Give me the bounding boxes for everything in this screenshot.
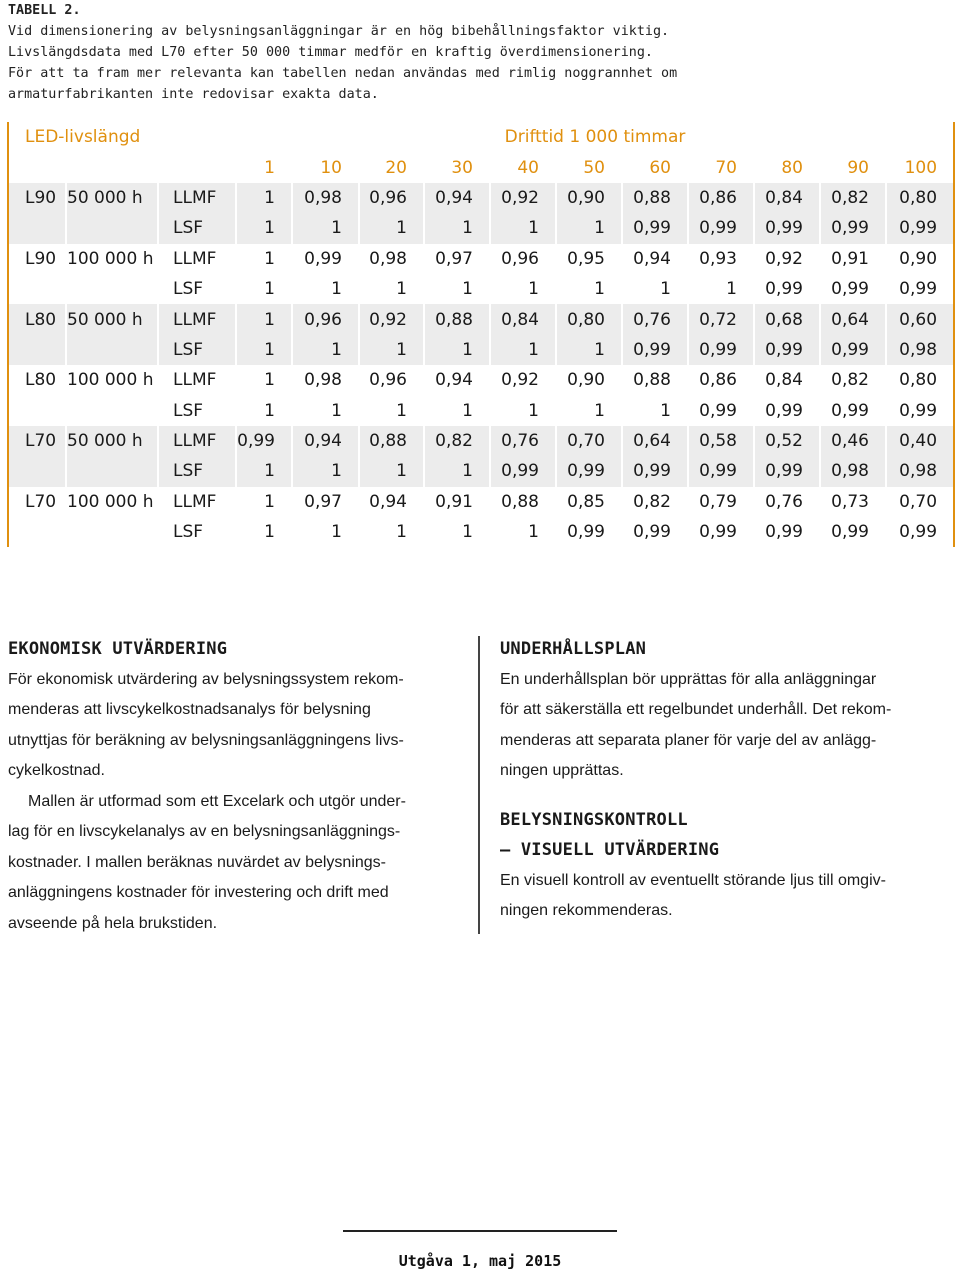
column-divider bbox=[478, 636, 480, 934]
value-cell: 0,90 bbox=[886, 244, 954, 274]
value-cell: 0,96 bbox=[359, 365, 424, 395]
economic-evaluation-section bbox=[8, 634, 464, 939]
value-cell: 1 bbox=[236, 304, 292, 334]
paragraph-line: ningen rekommenderas. bbox=[500, 902, 673, 919]
value-cell: 0,99 bbox=[688, 335, 754, 365]
hours-header-cell: 20 bbox=[359, 152, 424, 182]
hours-header-cell: 70 bbox=[688, 152, 754, 182]
hours-header-cell: 1 bbox=[236, 152, 292, 182]
table-row bbox=[8, 183, 954, 213]
section-heading: EKONOMISK UTVÄRDERING bbox=[8, 639, 228, 659]
value-cell: 0,99 bbox=[754, 335, 820, 365]
hours-header-cell: 60 bbox=[622, 152, 688, 182]
value-cell: 0,99 bbox=[820, 335, 886, 365]
led-type-cell: L70 bbox=[8, 487, 66, 517]
value-cell: 1 bbox=[292, 456, 359, 486]
table-row bbox=[8, 487, 954, 517]
lifetime-cell bbox=[66, 274, 158, 304]
value-cell: 0,82 bbox=[820, 365, 886, 395]
value-cell: 0,64 bbox=[622, 426, 688, 456]
hours-header-cell: 100 bbox=[886, 152, 954, 182]
lifetime-cell: 50 000 h bbox=[66, 304, 158, 334]
paragraph-line: menderas att separata planer för varje del av anlägg- bbox=[500, 731, 877, 749]
lifetime-cell bbox=[66, 396, 158, 426]
value-cell: 1 bbox=[236, 396, 292, 426]
value-cell: 0,94 bbox=[292, 426, 359, 456]
paragraph-line: cykelkostnad. bbox=[8, 762, 105, 779]
led-type-cell bbox=[8, 517, 66, 547]
value-cell: 0,98 bbox=[886, 456, 954, 486]
value-cell: 0,99 bbox=[820, 517, 886, 547]
value-cell: 1 bbox=[622, 274, 688, 304]
value-cell: 1 bbox=[292, 335, 359, 365]
table-row bbox=[8, 456, 954, 486]
paragraph-line: För ekonomisk utvärdering av belysningssystem rekom- bbox=[8, 670, 404, 688]
paragraph-line: Mallen är utformad som ett Excelark och utgör under- bbox=[28, 792, 406, 810]
header-led-lifetime: LED-livslängd bbox=[8, 122, 236, 152]
paragraph-line: anläggningens kostnader för investering och drift med bbox=[8, 884, 389, 901]
value-cell: 0,98 bbox=[820, 456, 886, 486]
led-type-cell: L90 bbox=[8, 244, 66, 274]
paragraph-line: lag för en livscykelanalys av en belysningsanläggnings- bbox=[8, 823, 401, 840]
value-cell: 1 bbox=[359, 274, 424, 304]
value-cell: 1 bbox=[424, 396, 490, 426]
value-cell: 0,97 bbox=[292, 487, 359, 517]
value-cell: 0,88 bbox=[424, 304, 490, 334]
factor-cell: LSF bbox=[158, 335, 236, 365]
led-type-cell: L70 bbox=[8, 426, 66, 456]
hours-header-cell: 10 bbox=[292, 152, 359, 182]
value-cell: 1 bbox=[359, 517, 424, 547]
value-cell: 0,70 bbox=[556, 426, 622, 456]
table-hours-row bbox=[8, 152, 954, 182]
table-row bbox=[8, 517, 954, 547]
table-row bbox=[8, 396, 954, 426]
value-cell: 0,68 bbox=[754, 304, 820, 334]
maintenance-factor-table bbox=[7, 122, 955, 547]
value-cell: 1 bbox=[359, 335, 424, 365]
factor-cell: LSF bbox=[158, 274, 236, 304]
table-row bbox=[8, 365, 954, 395]
led-type-cell bbox=[8, 274, 66, 304]
value-cell: 1 bbox=[424, 517, 490, 547]
value-cell: 0,99 bbox=[754, 213, 820, 243]
value-cell: 1 bbox=[622, 396, 688, 426]
value-cell: 0,99 bbox=[622, 456, 688, 486]
value-cell: 1 bbox=[424, 274, 490, 304]
lifetime-cell: 100 000 h bbox=[66, 244, 158, 274]
spacer bbox=[500, 787, 952, 805]
table-caption bbox=[8, 0, 708, 105]
value-cell: 1 bbox=[688, 274, 754, 304]
value-cell: 0,96 bbox=[490, 244, 556, 274]
value-cell: 1 bbox=[556, 213, 622, 243]
value-cell: 1 bbox=[236, 274, 292, 304]
value-cell: 1 bbox=[424, 335, 490, 365]
value-cell: 0,99 bbox=[236, 426, 292, 456]
value-cell: 0,99 bbox=[754, 517, 820, 547]
value-cell: 0,88 bbox=[622, 183, 688, 213]
table-row bbox=[8, 335, 954, 365]
value-cell: 0,80 bbox=[886, 183, 954, 213]
table-row bbox=[8, 244, 954, 274]
value-cell: 0,88 bbox=[490, 487, 556, 517]
paragraph-line: utnyttjas för beräkning av belysningsanläggningens livs- bbox=[8, 731, 404, 749]
section-subheading: – VISUELL UTVÄRDERING bbox=[500, 840, 720, 860]
edition-footer: Utgåva 1, maj 2015 bbox=[398, 1252, 562, 1270]
footer-rule bbox=[343, 1230, 617, 1232]
value-cell: 0,64 bbox=[820, 304, 886, 334]
value-cell: 0,76 bbox=[622, 304, 688, 334]
value-cell: 0,82 bbox=[424, 426, 490, 456]
value-cell: 0,79 bbox=[688, 487, 754, 517]
value-cell: 1 bbox=[292, 396, 359, 426]
value-cell: 0,85 bbox=[556, 487, 622, 517]
value-cell: 0,99 bbox=[754, 396, 820, 426]
paragraph-line: kostnader. I mallen beräknas nuvärdet av belysnings- bbox=[8, 853, 386, 871]
value-cell: 1 bbox=[236, 244, 292, 274]
value-cell: 0,99 bbox=[622, 335, 688, 365]
value-cell: 0,96 bbox=[359, 183, 424, 213]
value-cell: 1 bbox=[490, 517, 556, 547]
value-cell: 0,91 bbox=[820, 244, 886, 274]
value-cell: 0,91 bbox=[424, 487, 490, 517]
value-cell: 0,99 bbox=[556, 517, 622, 547]
factor-cell: LSF bbox=[158, 213, 236, 243]
value-cell: 0,99 bbox=[622, 517, 688, 547]
value-cell: 1 bbox=[359, 213, 424, 243]
value-cell: 1 bbox=[236, 456, 292, 486]
value-cell: 0,80 bbox=[556, 304, 622, 334]
value-cell: 1 bbox=[490, 335, 556, 365]
value-cell: 0,99 bbox=[688, 213, 754, 243]
table-row bbox=[8, 213, 954, 243]
factor-cell: LLMF bbox=[158, 487, 236, 517]
value-cell: 0,92 bbox=[359, 304, 424, 334]
section-heading: BELYSNINGSKONTROLL bbox=[500, 809, 688, 830]
table-row bbox=[8, 304, 954, 334]
value-cell: 0,84 bbox=[754, 365, 820, 395]
maintenance-section bbox=[500, 634, 952, 927]
table-row bbox=[8, 426, 954, 456]
value-cell: 1 bbox=[424, 456, 490, 486]
value-cell: 0,92 bbox=[490, 183, 556, 213]
value-cell: 0,73 bbox=[820, 487, 886, 517]
caption-line: armaturfabrikanten inte redovisar exakta data. bbox=[8, 87, 379, 102]
value-cell: 1 bbox=[236, 365, 292, 395]
value-cell: 0,76 bbox=[490, 426, 556, 456]
led-type-cell bbox=[8, 213, 66, 243]
value-cell: 0,94 bbox=[424, 183, 490, 213]
value-cell: 0,96 bbox=[292, 304, 359, 334]
paragraph-line: En underhållsplan bör upprättas för alla anläggningar bbox=[500, 670, 877, 688]
factor-cell: LLMF bbox=[158, 304, 236, 334]
value-cell: 0,98 bbox=[292, 365, 359, 395]
led-type-cell: L90 bbox=[8, 183, 66, 213]
lifetime-cell bbox=[66, 335, 158, 365]
value-cell: 0,82 bbox=[622, 487, 688, 517]
value-cell: 0,93 bbox=[688, 244, 754, 274]
value-cell: 0,94 bbox=[359, 487, 424, 517]
paragraph-line: menderas att livscykelkostnadsanalys för belysning bbox=[8, 701, 371, 718]
led-type-cell bbox=[8, 456, 66, 486]
paragraph-line: för att säkerställa ett regelbundet underhåll. Det rekom- bbox=[500, 701, 892, 718]
value-cell: 0,52 bbox=[754, 426, 820, 456]
value-cell: 0,72 bbox=[688, 304, 754, 334]
value-cell: 0,94 bbox=[424, 365, 490, 395]
factor-cell: LSF bbox=[158, 517, 236, 547]
factor-cell: LSF bbox=[158, 396, 236, 426]
caption-line: Livslängdsdata med L70 efter 50 000 timmar medför en kraftig överdimensionering. bbox=[8, 45, 653, 60]
value-cell: 1 bbox=[556, 396, 622, 426]
value-cell: 0,46 bbox=[820, 426, 886, 456]
value-cell: 0,99 bbox=[820, 396, 886, 426]
value-cell: 1 bbox=[292, 213, 359, 243]
value-cell: 1 bbox=[490, 274, 556, 304]
lifetime-cell: 50 000 h bbox=[66, 183, 158, 213]
value-cell: 1 bbox=[490, 213, 556, 243]
value-cell: 1 bbox=[490, 396, 556, 426]
paragraph-line: ningen upprättas. bbox=[500, 762, 624, 779]
value-cell: 0,84 bbox=[754, 183, 820, 213]
value-cell: 1 bbox=[424, 213, 490, 243]
value-cell: 0,90 bbox=[556, 183, 622, 213]
led-type-cell bbox=[8, 335, 66, 365]
lifetime-cell: 100 000 h bbox=[66, 365, 158, 395]
value-cell: 1 bbox=[556, 335, 622, 365]
value-cell: 1 bbox=[292, 517, 359, 547]
lifetime-cell: 100 000 h bbox=[66, 487, 158, 517]
section-heading: UNDERHÅLLSPLAN bbox=[500, 639, 647, 659]
value-cell: 0,76 bbox=[754, 487, 820, 517]
value-cell: 0,99 bbox=[886, 517, 954, 547]
value-cell: 0,99 bbox=[886, 274, 954, 304]
hours-header-cell: 80 bbox=[754, 152, 820, 182]
factor-cell: LLMF bbox=[158, 244, 236, 274]
value-cell: 0,86 bbox=[688, 365, 754, 395]
value-cell: 0,82 bbox=[820, 183, 886, 213]
value-cell: 0,99 bbox=[622, 213, 688, 243]
value-cell: 0,70 bbox=[886, 487, 954, 517]
lifetime-cell bbox=[66, 456, 158, 486]
factor-cell: LSF bbox=[158, 456, 236, 486]
value-cell: 1 bbox=[236, 487, 292, 517]
header-operating-hours: Drifttid 1 000 timmar bbox=[236, 122, 954, 152]
lifetime-cell bbox=[66, 517, 158, 547]
value-cell: 0,58 bbox=[688, 426, 754, 456]
led-type-cell: L80 bbox=[8, 365, 66, 395]
lifetime-cell bbox=[66, 213, 158, 243]
value-cell: 1 bbox=[236, 213, 292, 243]
value-cell: 0,80 bbox=[886, 365, 954, 395]
led-type-cell: L80 bbox=[8, 304, 66, 334]
caption-line: För att ta fram mer relevanta kan tabellen nedan användas med rimlig noggrannhet om bbox=[8, 66, 678, 81]
value-cell: 0,99 bbox=[688, 517, 754, 547]
header-empty-cell bbox=[8, 152, 236, 182]
value-cell: 0,99 bbox=[886, 396, 954, 426]
hours-header-cell: 30 bbox=[424, 152, 490, 182]
value-cell: 0,99 bbox=[820, 213, 886, 243]
value-cell: 1 bbox=[556, 274, 622, 304]
hours-header-cell: 90 bbox=[820, 152, 886, 182]
value-cell: 0,99 bbox=[688, 456, 754, 486]
value-cell: 0,88 bbox=[622, 365, 688, 395]
led-type-cell bbox=[8, 396, 66, 426]
value-cell: 0,99 bbox=[886, 213, 954, 243]
value-cell: 1 bbox=[236, 335, 292, 365]
factor-cell: LLMF bbox=[158, 183, 236, 213]
value-cell: 1 bbox=[236, 517, 292, 547]
value-cell: 1 bbox=[359, 456, 424, 486]
value-cell: 0,98 bbox=[359, 244, 424, 274]
value-cell: 0,92 bbox=[490, 365, 556, 395]
value-cell: 0,84 bbox=[490, 304, 556, 334]
value-cell: 0,99 bbox=[556, 456, 622, 486]
value-cell: 1 bbox=[359, 396, 424, 426]
value-cell: 0,86 bbox=[688, 183, 754, 213]
value-cell: 0,90 bbox=[556, 365, 622, 395]
value-cell: 0,40 bbox=[886, 426, 954, 456]
value-cell: 0,95 bbox=[556, 244, 622, 274]
value-cell: 0,99 bbox=[292, 244, 359, 274]
value-cell: 0,60 bbox=[886, 304, 954, 334]
value-cell: 0,94 bbox=[622, 244, 688, 274]
value-cell: 0,88 bbox=[359, 426, 424, 456]
value-cell: 0,98 bbox=[292, 183, 359, 213]
value-cell: 0,99 bbox=[820, 274, 886, 304]
caption-line: Vid dimensionering av belysningsanläggningar är en hög bibehållningsfaktor viktig. bbox=[8, 24, 670, 39]
value-cell: 0,99 bbox=[754, 274, 820, 304]
value-cell: 0,99 bbox=[688, 396, 754, 426]
value-cell: 0,98 bbox=[886, 335, 954, 365]
paragraph-line: avseende på hela brukstiden. bbox=[8, 914, 218, 932]
table-row bbox=[8, 274, 954, 304]
caption-title: TABELL 2. bbox=[8, 3, 81, 18]
hours-header-cell: 50 bbox=[556, 152, 622, 182]
factor-cell: LLMF bbox=[158, 365, 236, 395]
value-cell: 0,92 bbox=[754, 244, 820, 274]
value-cell: 0,97 bbox=[424, 244, 490, 274]
paragraph-line: En visuell kontroll av eventuellt störande ljus till omgiv- bbox=[500, 871, 886, 889]
table-header-row bbox=[8, 122, 954, 152]
value-cell: 0,99 bbox=[754, 456, 820, 486]
value-cell: 1 bbox=[236, 183, 292, 213]
value-cell: 1 bbox=[292, 274, 359, 304]
hours-header-cell: 40 bbox=[490, 152, 556, 182]
value-cell: 0,99 bbox=[490, 456, 556, 486]
factor-cell: LLMF bbox=[158, 426, 236, 456]
lifetime-cell: 50 000 h bbox=[66, 426, 158, 456]
